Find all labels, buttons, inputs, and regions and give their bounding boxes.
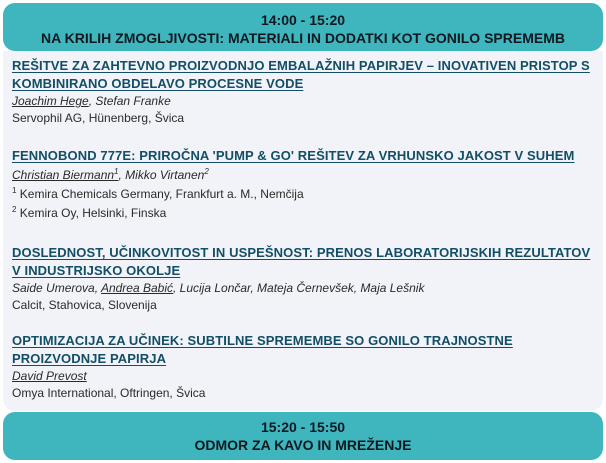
talk-title[interactable]: DOSLEDNOST, UČINKOVITOST IN USPEŠNOST: PRENOS LABORATORIJSKIH REZULTATOV V INDUSTRIJSKO OKOLJE [12,245,591,278]
talk-authors: Saide Umerova, Andrea Babić, Lucija Lončar, Mateja Černevšek, Maja Lešnik [12,281,425,295]
talk-1 [12,57,597,127]
presenter-name[interactable]: David Prevost [12,369,87,383]
coauthors: , Stefan Franke [88,94,171,108]
talk-affiliation-1: $^1$ Kemira Chemicals Germany, Frankfurt a. M., Nemčija [12,186,304,201]
break-header [3,412,603,460]
break-title: ODMOR ZA KAVO IN MREŽENJE [194,437,412,453]
presenter-name[interactable]: Joachim Hege [12,94,89,108]
talk-2 [12,147,597,222]
session-title: NA KRILIH ZMOGLJIVOSTI: MATERIALI IN DODATKI KOT GONILO SPREMEMB [41,30,565,46]
talk-affiliation: Omya International, Oftringen, Švica [12,386,206,400]
talk-3 [12,244,597,314]
talk-title[interactable]: FENNOBOND 777E: PRIROČNA 'PUMP & GO' REŠITEV ZA VRHUNSKO JAKOST V SUHEM [12,148,575,163]
break-time: 15:20 - 15:50 [260,419,346,435]
talk-title[interactable]: REŠITVE ZA ZAHTEVNO PROIZVODNJO EMBALAŽNIH PAPIRJEV – INOVATIVEN PRISTOP S KOMBINIRANO OBDELAVO PROCESNE VODE [12,58,590,91]
talk-title[interactable]: OPTIMIZACIJA ZA UČINEK: SUBTILNE SPREMEMBE SO GONILO TRAJNOSTNE PROIZVODNJE PAPIRJA [12,333,513,366]
talk-affiliation: Servophil AG, Hünenberg, Švica [12,111,185,125]
session-time: 14:00 - 15:20 [260,12,346,28]
coauthor-name: Mikko Virtanen$^2$ [125,167,209,182]
presenter-name[interactable]: Christian Biermann$^1$ [12,167,119,182]
talk-authors [12,368,597,385]
presenter-name[interactable]: Andrea Babić [100,281,173,295]
talk-authors: Christian Biermann$^1$, Mikko Virtanen$^2$ [12,167,209,182]
talks-panel [3,51,603,411]
talk-4 [12,332,597,402]
talk-affiliation-2: $^2$ Kemira Oy, Helsinki, Finska [12,205,167,220]
talk-authors [12,93,597,110]
talk-affiliation: Calcit, Stahovica, Slovenija [12,298,157,312]
session-header [3,3,603,51]
